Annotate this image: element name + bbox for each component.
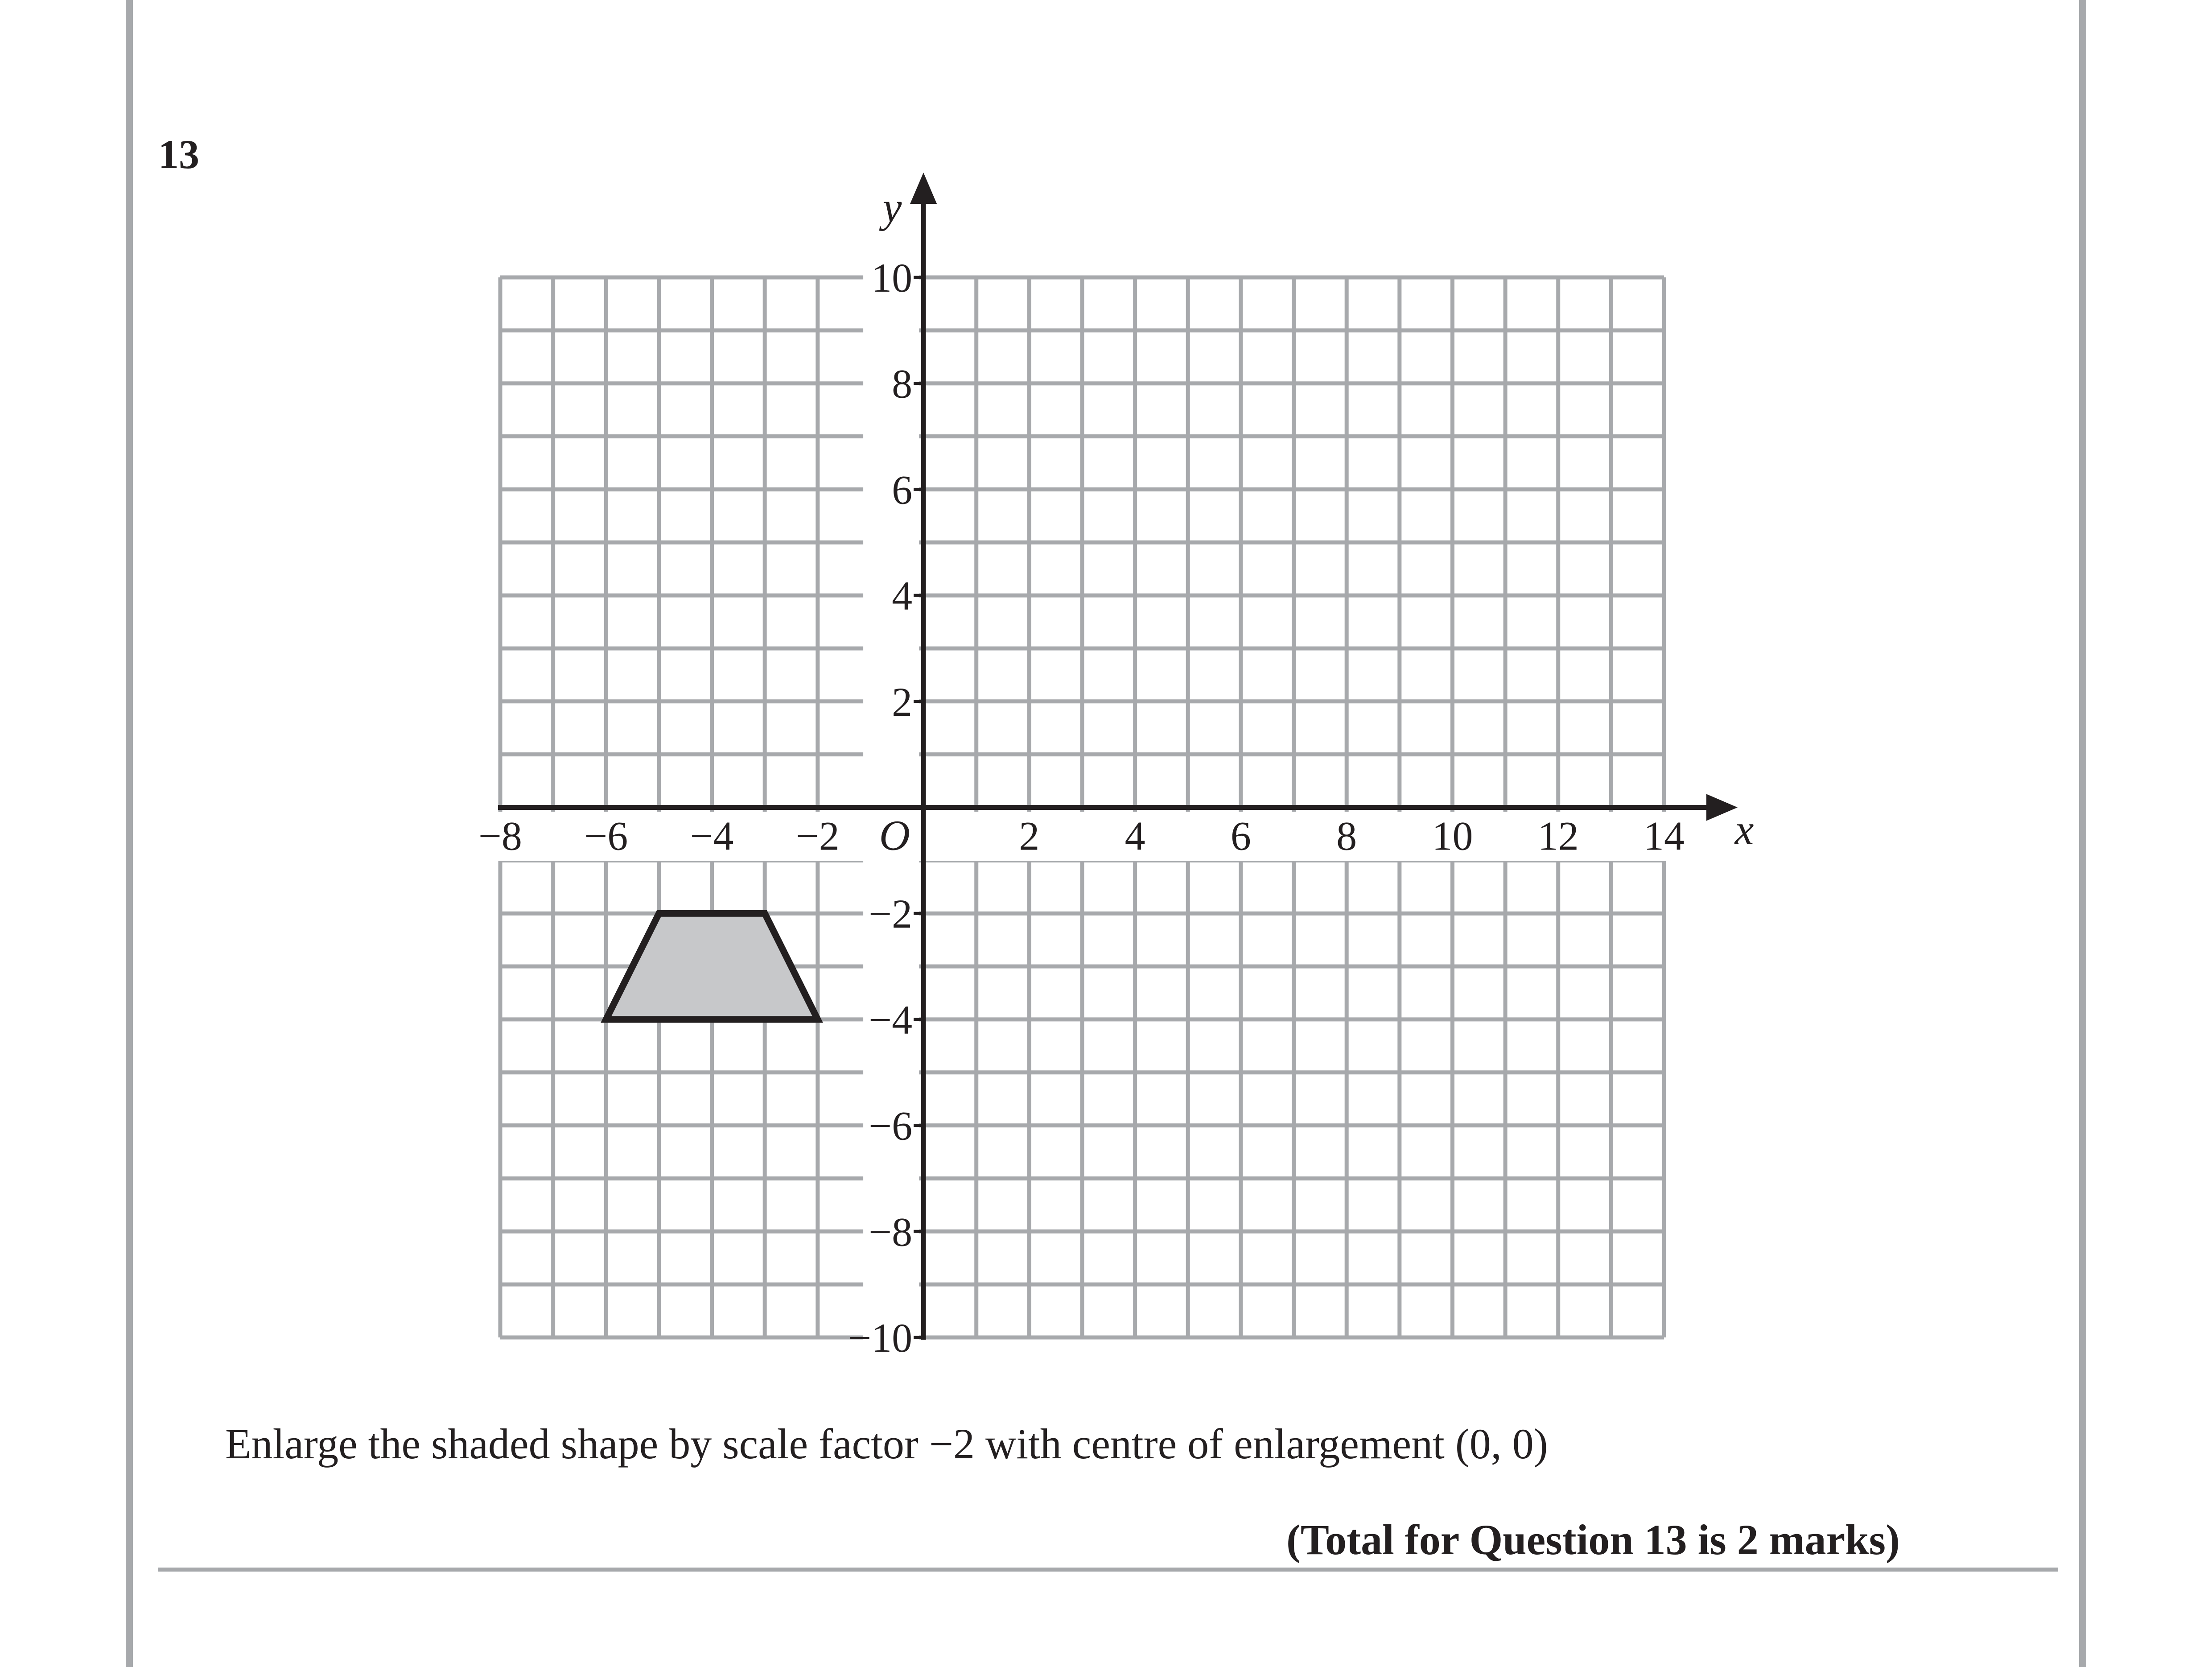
shapes [606, 913, 818, 1019]
y-tick-label: 6 [892, 467, 913, 513]
x-tick-label: 12 [1537, 813, 1579, 859]
x-axis-arrow-icon [1706, 794, 1738, 821]
x-tick-label: 2 [1019, 813, 1040, 859]
x-tick-label: −8 [478, 813, 522, 859]
tick-labels [478, 183, 1754, 1361]
x-tick-label: 10 [1432, 813, 1473, 859]
question-instruction: Enlarge the shaded shape by scale factor −2 with centre of enlargement (0, 0) [225, 1420, 1548, 1468]
y-tick-label: −4 [869, 997, 913, 1043]
bottom-rule [158, 1568, 2058, 1572]
y-tick-label: 2 [892, 679, 913, 725]
y-tick-label: 4 [892, 573, 913, 619]
total-marks: (Total for Question 13 is 2 marks) [1286, 1516, 1900, 1564]
x-tick-label: 14 [1644, 813, 1685, 859]
y-tick-label: 8 [892, 361, 913, 407]
y-tick-label: −8 [869, 1209, 913, 1255]
y-tick-label: −6 [869, 1103, 913, 1149]
question-number: 13 [158, 132, 199, 177]
y-tick-label: 10 [871, 255, 913, 301]
x-axis-label: x [1734, 805, 1754, 854]
y-axis-arrow-icon [910, 173, 937, 204]
x-tick-label: −2 [795, 813, 840, 859]
shaded-trapezium [606, 913, 818, 1019]
x-tick-label: 8 [1336, 813, 1357, 859]
x-label-band [474, 812, 1691, 861]
x-tick-label: −6 [584, 813, 628, 859]
x-tick-label: 4 [1125, 813, 1145, 859]
y-tick-label: −2 [869, 891, 913, 937]
x-tick-label: −4 [690, 813, 734, 859]
y-axis-label: y [882, 183, 902, 231]
x-tick-label: 6 [1230, 813, 1251, 859]
y-tick-label: −10 [848, 1315, 913, 1361]
origin-label: O [879, 811, 910, 859]
